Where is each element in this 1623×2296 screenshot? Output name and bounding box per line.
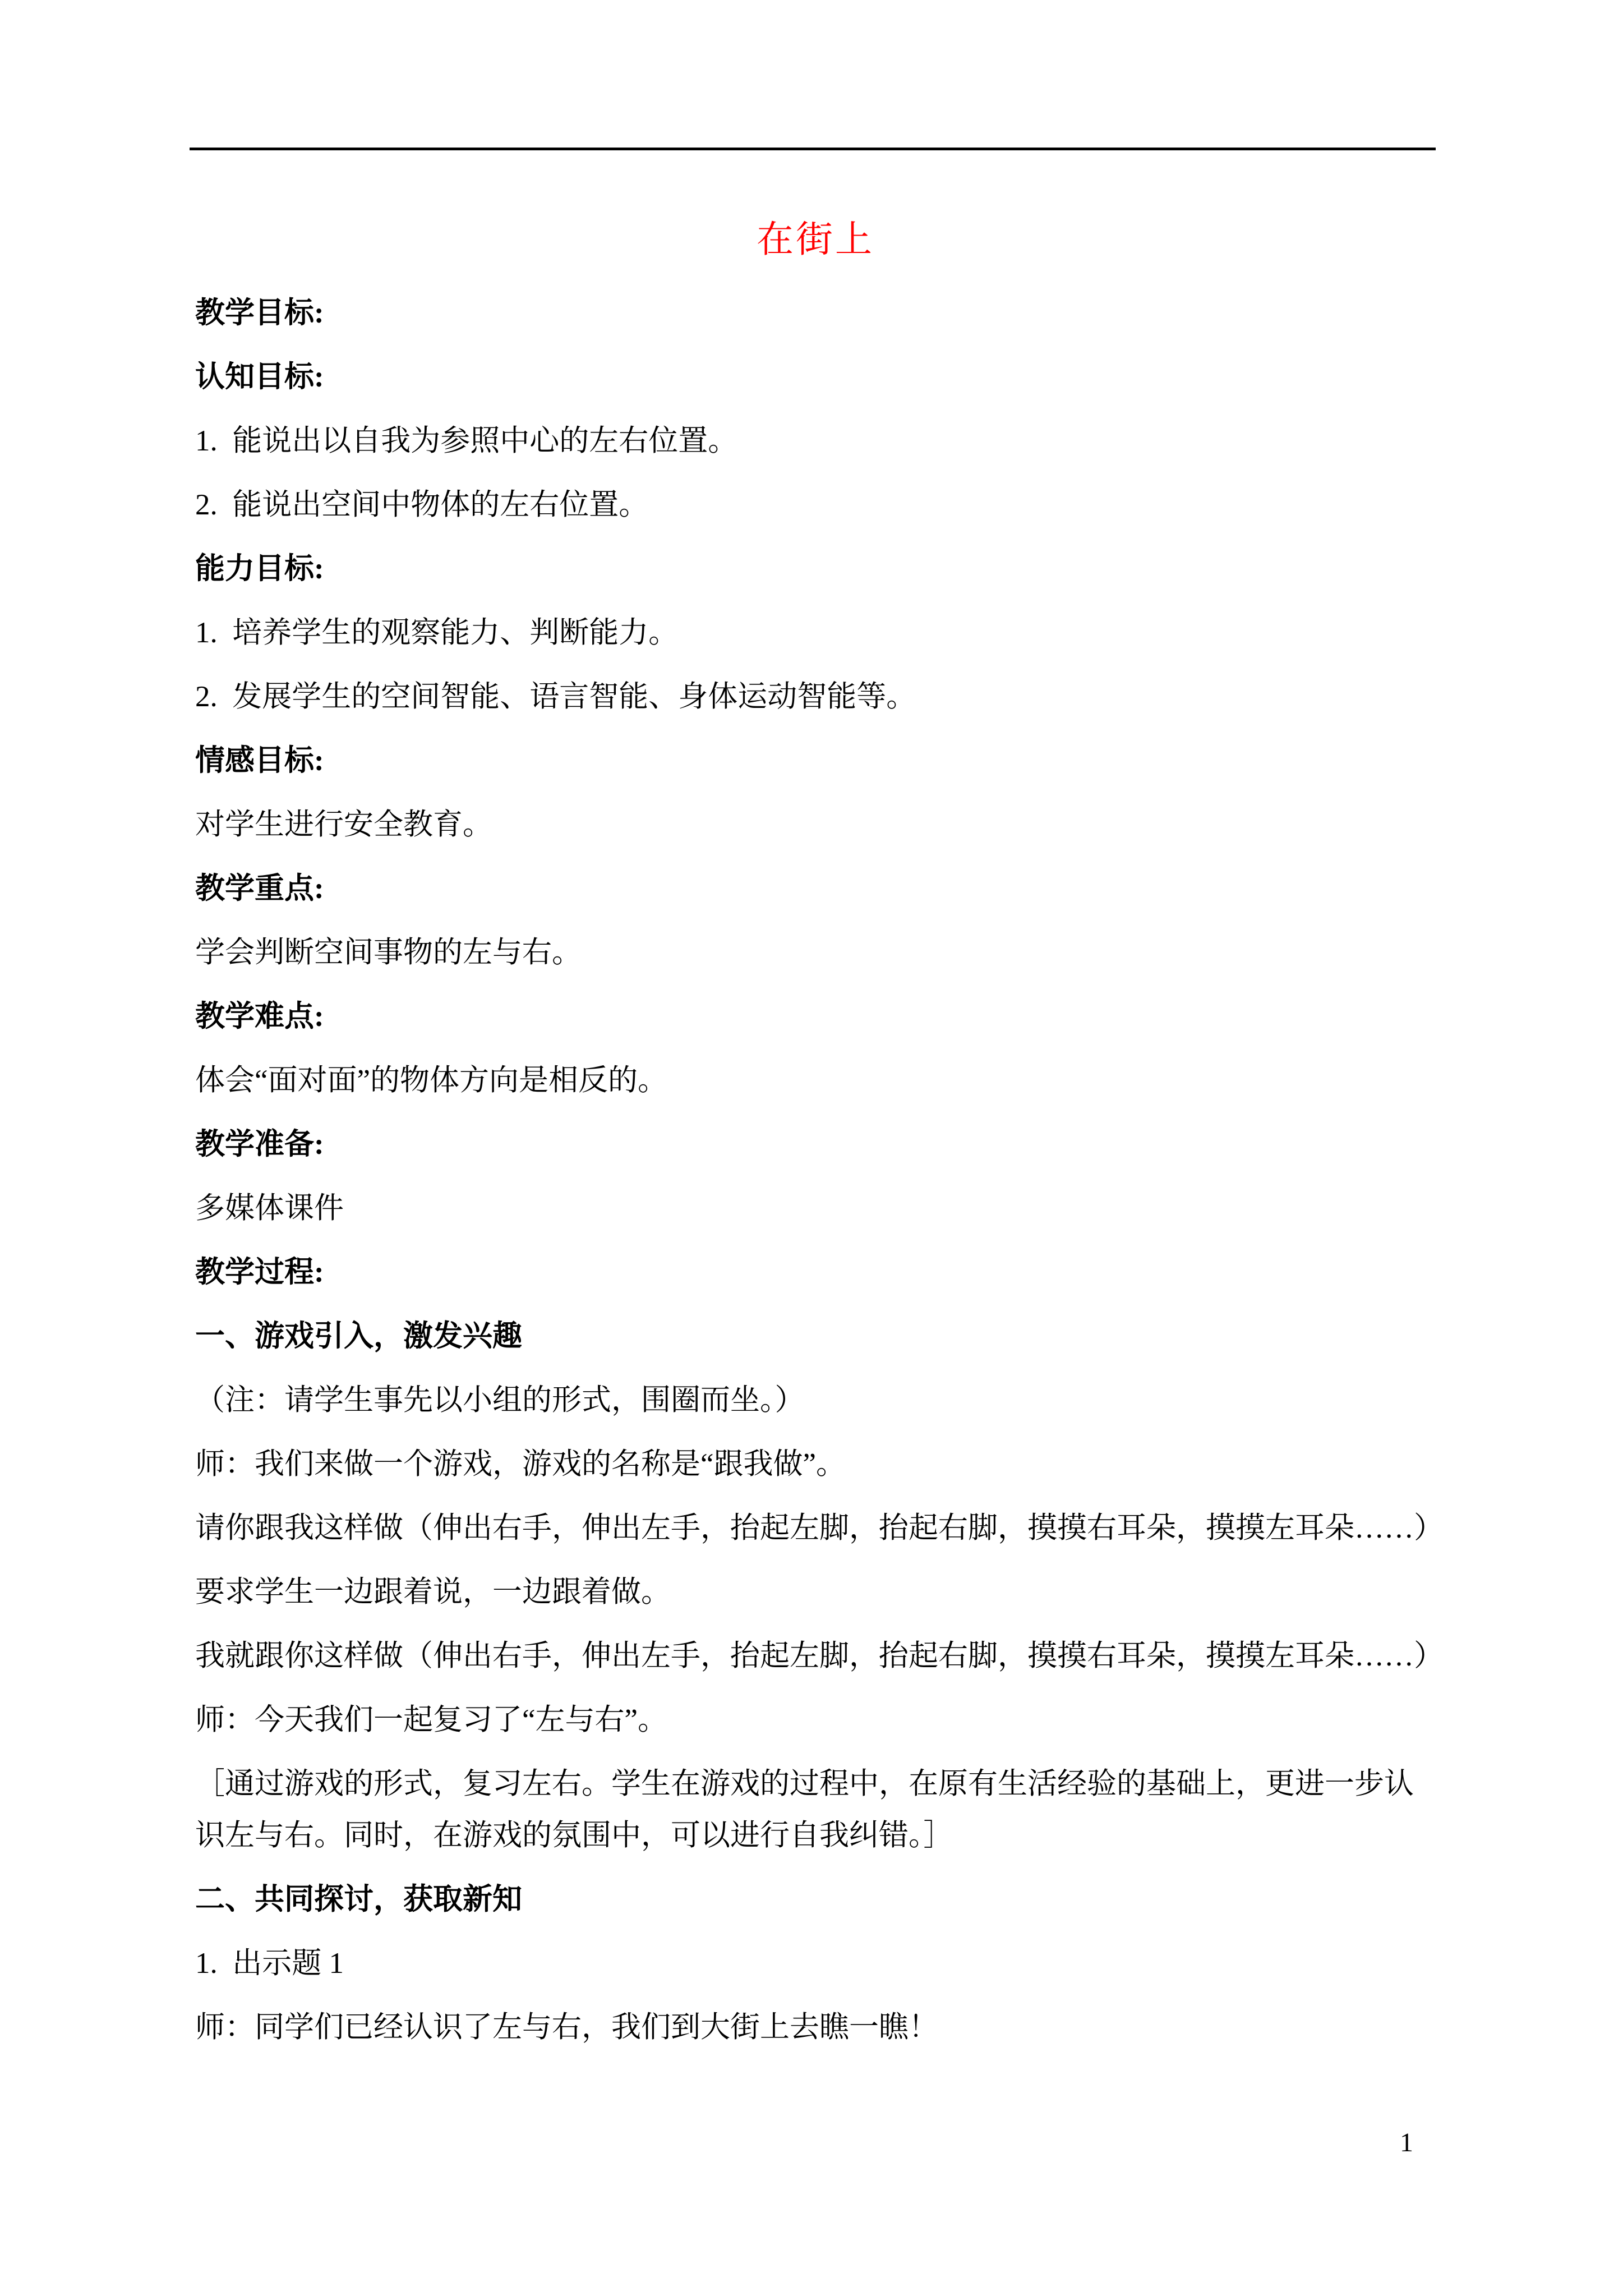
paragraph: 师：同学们已经认识了左与右，我们到大街上去瞧一瞧！ bbox=[195, 2011, 938, 2044]
paragraph: 多媒体课件 bbox=[195, 1192, 344, 1225]
section-heading: 二、共同探讨，获取新知 bbox=[195, 1883, 522, 1916]
section-heading: 教学重点: bbox=[195, 872, 324, 905]
section-heading: 教学过程: bbox=[195, 1256, 324, 1289]
paragraph: 体会“面对面”的物体方向是相反的。 bbox=[195, 1064, 668, 1097]
page-title: 在街上 bbox=[757, 219, 874, 260]
section-heading: 一、游戏引入，激发兴趣 bbox=[195, 1320, 522, 1352]
document-content bbox=[195, 0, 1444, 2160]
section-heading: 能力目标: bbox=[195, 553, 324, 585]
paragraph: 1. 培养学生的观察能力、判断能力。 bbox=[195, 616, 679, 649]
paragraph: ［通过游戏的形式，复习左右。学生在游戏的过程中，在原有生活经验的基础上，更进一步认识左与右。同时，在游戏的氛围中，可以进行自我纠错。］ bbox=[195, 1768, 1414, 1852]
paragraph: 对学生进行安全教育。 bbox=[195, 808, 492, 841]
paragraph: 师：我们来做一个游戏，游戏的名称是“跟我做”。 bbox=[195, 1448, 846, 1480]
paragraph: 我就跟你这样做（伸出右手，伸出左手，抬起左脚，抬起右脚，摸摸右耳朵，摸摸左耳朵……） bbox=[195, 1640, 1444, 1672]
page-number: 1 bbox=[1400, 2128, 1413, 2157]
section-heading: 教学目标: bbox=[195, 297, 324, 329]
section-heading: 认知目标: bbox=[195, 361, 324, 393]
paragraph: 师：今天我们一起复习了“左与右”。 bbox=[195, 1704, 668, 1736]
paragraph: （注：请学生事先以小组的形式，围圈而坐。） bbox=[195, 1384, 805, 1416]
paragraph: 要求学生一边跟着说，一边跟着做。 bbox=[195, 1576, 671, 1608]
paragraph: 1. 出示题 1 bbox=[195, 1947, 344, 1980]
section-heading: 情感目标: bbox=[195, 744, 324, 777]
paragraph-list bbox=[195, 287, 1444, 2053]
section-heading: 教学准备: bbox=[195, 1128, 324, 1161]
section-heading: 教学难点: bbox=[195, 1000, 324, 1033]
paragraph: 2. 发展学生的空间智能、语言智能、身体运动智能等。 bbox=[195, 680, 916, 713]
paragraph: 请你跟我这样做（伸出右手，伸出左手，抬起左脚，抬起右脚，摸摸右耳朵，摸摸左耳朵……） bbox=[195, 1512, 1444, 1544]
paragraph: 学会判断空间事物的左与右。 bbox=[195, 936, 582, 969]
paragraph: 1. 能说出以自我为参照中心的左右位置。 bbox=[195, 425, 738, 457]
paragraph: 2. 能说出空间中物体的左右位置。 bbox=[195, 489, 649, 521]
